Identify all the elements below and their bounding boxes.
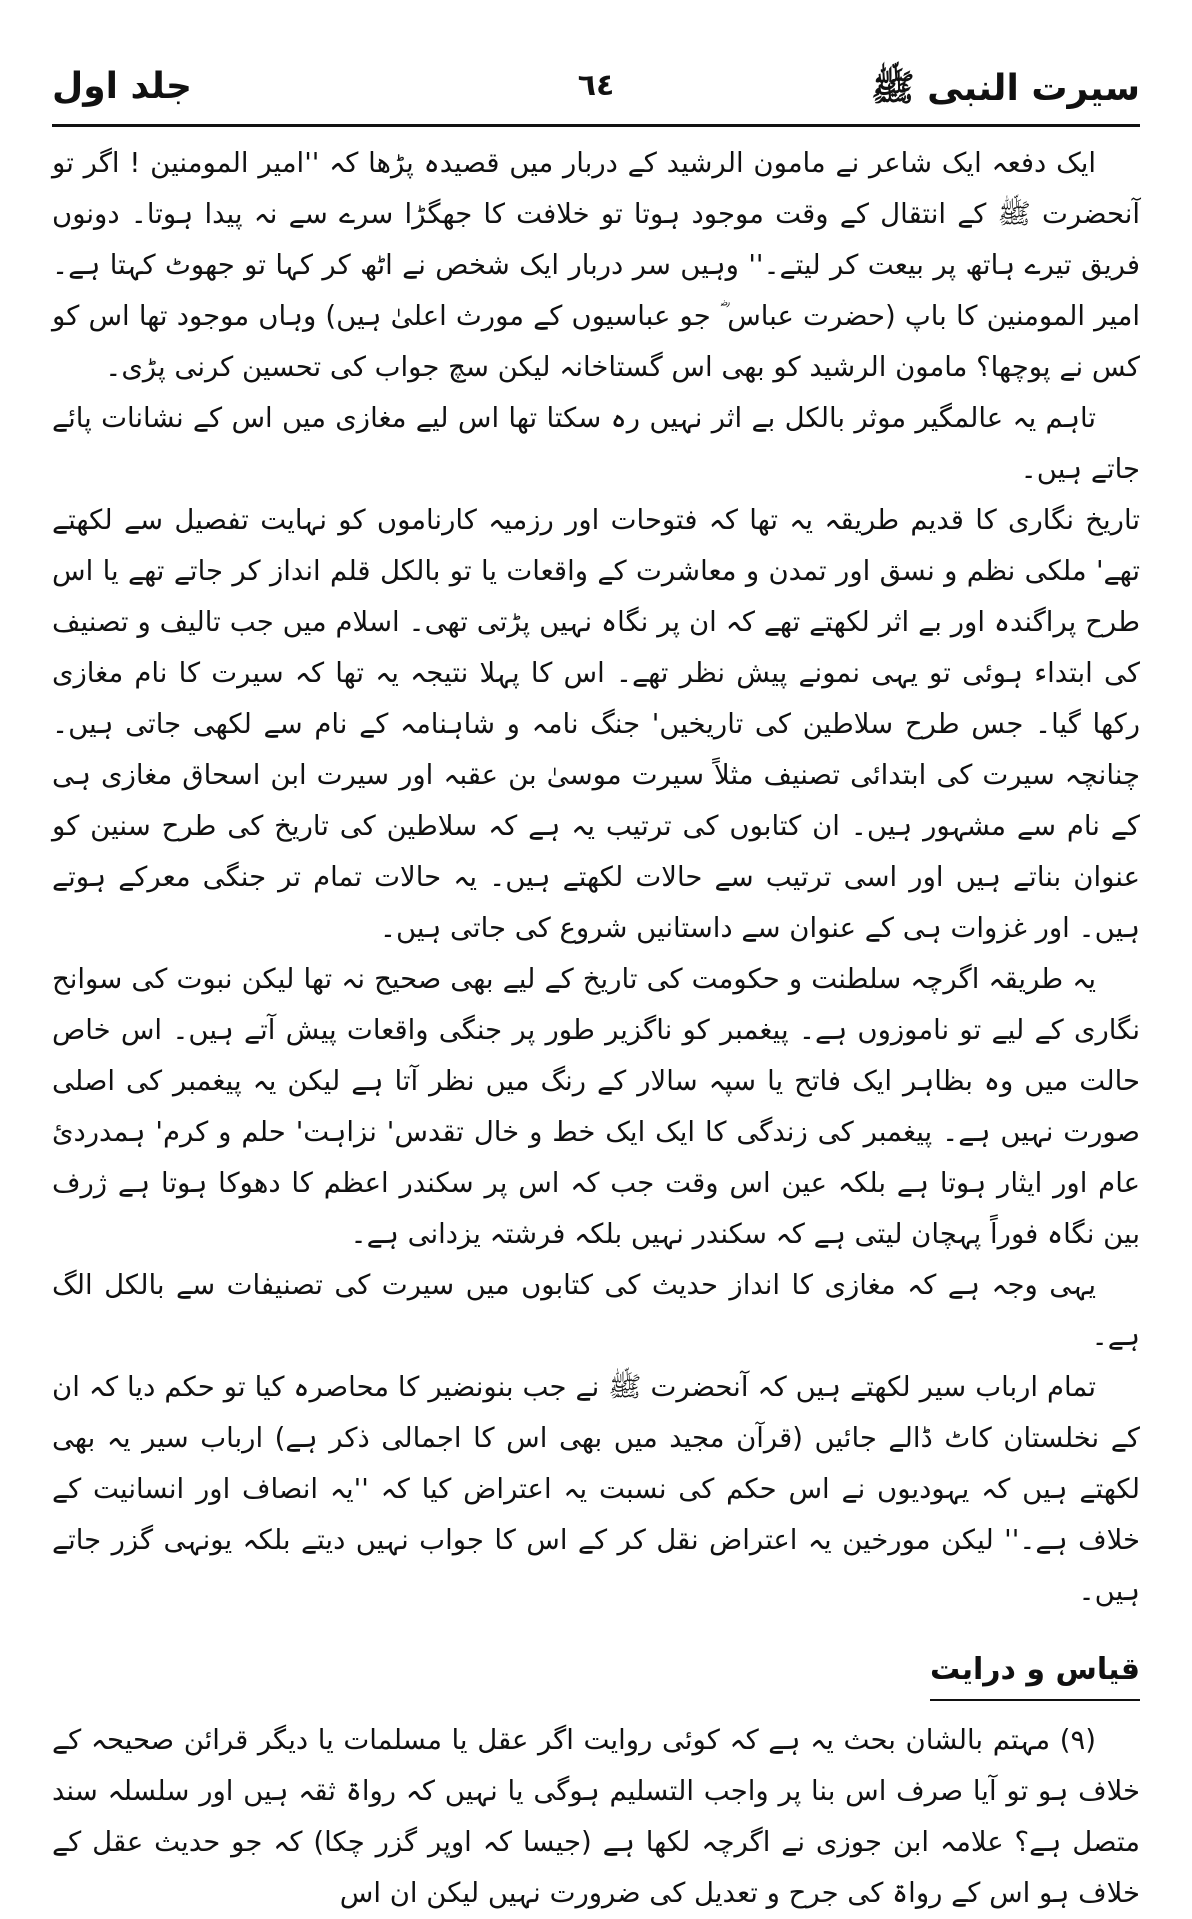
- section-paragraph: (۹) مہتم بالشان بحث یہ ہے کہ کوئی روایت اگر عقل یا مسلمات یا دیگر قرائن صحیحہ کے خلاف ہو تو آیا صرف اس بنا پر واجب التسلیم ہوگی یا نہیں کہ رواۃ ثقہ ہیں اور سلسلہ سند متصل ہے؟ علامہ ابن جوزی نے اگرچہ لکھا ہے (جیسا کہ اوپر گزر چکا) کہ جو حدیث عقل کے خلاف ہو اس کے رواۃ کی جرح و تعدیل کی ضرورت نہیں لیکن ان اس: [52, 1724, 1140, 1909]
- volume-label: جلد اول: [52, 66, 192, 107]
- page-header: [52, 62, 1140, 122]
- paragraph-5: یہی وجہ ہے کہ مغازی کا انداز حدیث کی کتابوں میں سیرت کی تصنیفات سے بالکل الگ ہے۔: [52, 1269, 1140, 1352]
- page-number: ٦٤: [577, 68, 615, 103]
- paragraph-4: یہ طریقہ اگرچہ سلطنت و حکومت کی تاریخ کے لیے بھی صحیح نہ تھا لیکن نبوت کی سوانح نگاری کے لیے تو ناموزوں ہے۔ پیغمبر کو ناگزیر طور پر جنگی واقعات پیش آتے ہیں۔ اس خاص حالت میں وہ بظاہر ایک فاتح یا سپہ سالار کے رنگ میں نظر آتا ہے لیکن یہ پیغمبر کی اصلی صورت نہیں ہے۔ پیغمبر کی زندگی کا ایک ایک خط و خال تقدس' نزاہت' حلم و کرم' ہمدردئ عام اور ایثار ہوتا ہے بلکہ عین اس وقت جب کہ اس پر سکندر اعظم کا دھوکا ہوتا ہے ژرف بین نگاہ فوراً پہچان لیتی ہے کہ سکندر نہیں بلکہ فرشتہ یزدانی ہے۔: [52, 963, 1140, 1250]
- paragraph-3: تاریخ نگاری کا قدیم طریقہ یہ تھا کہ فتوحات اور رزمیہ کارناموں کو نہایت تفصیل سے لکھتے تھے' ملکی نظم و نسق اور تمدن و معاشرت کے واقعات یا تو بالکل قلم انداز کر جاتے تھے یا اس طرح پراگندہ اور بے اثر لکھتے تھے کہ ان پر نگاہ نہیں پڑتی تھی۔ اسلام میں جب تالیف و تصنیف کی ابتداء ہوئی تو یہی نمونے پیش نظر تھے۔ اس کا پہلا نتیجہ یہ تھا کہ سیرت کا نام مغازی رکھا گیا۔ جس طرح سلاطین کی تاریخیں' جنگ نامہ و شاہنامہ کے نام سے لکھی جاتی ہیں۔ چنانچہ سیرت کی ابتدائی تصنیف مثلاً سیرت موسیٰ بن عقبہ اور سیرت ابن اسحاق مغازی ہی کے نام سے مشہور ہیں۔ ان کتابوں کی ترتیب یہ ہے کہ سلاطین کی تاریخ کی طرح سنین کو عنوان بناتے ہیں اور اسی ترتیب سے حالات لکھتے ہیں۔ یہ حالات تمام تر جنگی معرکے ہوتے ہیں۔ اور غزوات ہی کے عنوان سے داستانیں شروع کی جاتی ہیں۔: [52, 504, 1140, 944]
- header-rule: [52, 124, 1140, 127]
- section-heading: قیاس و درایت: [930, 1641, 1140, 1701]
- paragraph-2: تاہم یہ عالمگیر موثر بالکل بے اثر نہیں رہ سکتا تھا اس لیے مغازی میں اس کے نشانات پائے جاتے ہیں۔: [52, 402, 1140, 485]
- page-body: [52, 138, 1140, 1919]
- section-heading-wrap: [52, 1635, 1140, 1715]
- book-title: سیرت النبی ﷺ: [871, 68, 1140, 109]
- paragraph-6: تمام ارباب سیر لکھتے ہیں کہ آنحضرت ﷺ نے جب بنونضیر کا محاصرہ کیا تو حکم دیا کہ ان کے نخلستان کاٹ ڈالے جائیں (قرآن مجید میں بھی اس کا اجمالی ذکر ہے) ارباب سیر یہ بھی لکھتے ہیں کہ یہودیوں نے اس حکم کی نسبت یہ اعتراض کیا کہ ''یہ انصاف اور انسانیت کے خلاف ہے۔'' لیکن مورخین یہ اعتراض نقل کر کے اس کا جواب نہیں دیتے بلکہ یونہی گزر جاتے ہیں۔: [52, 1371, 1140, 1607]
- paragraph-1: ایک دفعہ ایک شاعر نے مامون الرشید کے دربار میں قصیدہ پڑھا کہ ''امیر المومنین ! اگر تو آنحضرت ﷺ کے انتقال کے وقت موجود ہوتا تو خلافت کا جھگڑا سرے سے نہ پیدا ہوتا۔ دونوں فریق تیرے ہاتھ پر بیعت کر لیتے۔'' وہیں سر دربار ایک شخص نے اٹھ کر کہا تو جھوٹ کہتا ہے۔ امیر المومنین کا باپ (حضرت عباس ؓ جو عباسیوں کے مورث اعلیٰ ہیں) وہاں موجود تھا اس کو کس نے پوچھا؟ مامون الرشید کو بھی اس گستاخانہ لیکن سچ جواب کی تحسین کرنی پڑی۔: [52, 147, 1140, 383]
